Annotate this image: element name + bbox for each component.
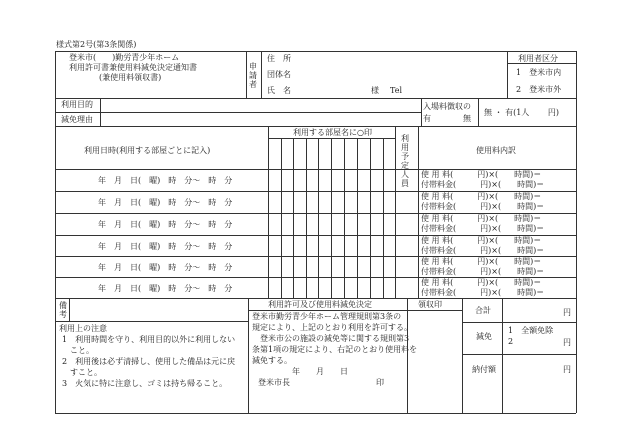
total-yen: 円 xyxy=(563,308,571,317)
admission-label-1: 入場料徴収の xyxy=(423,102,471,111)
user-category-option-1: 1 登米市内 xyxy=(516,68,562,77)
remarks-label-2: 考 xyxy=(59,310,67,319)
planned-users-label-5: 人 xyxy=(401,170,409,179)
user-category-option-2: 2 登米市外 xyxy=(516,85,562,94)
fee-line-2-row-4: 付帯料金( 円)×( 時間)＝ xyxy=(421,246,545,255)
name-label: 氏 名 xyxy=(267,86,291,95)
receipt-seal-label: 領収印 xyxy=(418,300,442,309)
fee-line-1-row-3: 使 用 料( 円)×( 時間)＝ xyxy=(421,214,542,223)
admission-value: 無 ・ 有(1人 円) xyxy=(484,108,559,117)
planned-users-label-4: 定 xyxy=(401,161,409,170)
notes-title: 利用上の注意 xyxy=(59,324,107,333)
fee-line-1-row-2: 使 用 料( 円)×( 時間)＝ xyxy=(421,192,542,201)
note-1-cont: こと。 xyxy=(62,346,94,355)
datetime-header: 利用日時(利用する部屋ごとに記入) xyxy=(84,146,211,155)
fee-line-2-row-3: 付帯料金( 円)×( 時間)＝ xyxy=(421,224,545,233)
approval-text-3: 登米市公の施設の減免等に関する規則第3 xyxy=(252,334,410,343)
mayor-label: 登米市長 xyxy=(258,378,290,387)
date-row-2: 年 月 日( 曜) 時 分～ 時 分 xyxy=(98,198,233,207)
paid-label: 納付額 xyxy=(472,365,496,374)
reduction-option-2: 2 xyxy=(508,337,514,346)
fee-line-2-row-6: 付帯料金( 円)×( 時間)＝ xyxy=(421,288,545,297)
planned-users-label-3: 予 xyxy=(401,152,409,161)
planned-users-label-2: 用 xyxy=(401,143,409,152)
note-2: 2 利用後は必ず清掃し、使用した備品は元に戻 xyxy=(62,357,236,366)
note-3: 3 火気に特に注意し、ゴミは持ち帰ること。 xyxy=(62,379,228,388)
fee-line-2-row-2: 付帯料金( 円)×( 時間)＝ xyxy=(421,202,545,211)
fee-line-2-row-1: 付帯料金( 円)×( 時間)＝ xyxy=(421,180,545,189)
planned-users-label-6: 員 xyxy=(401,179,409,188)
address-label: 住 所 xyxy=(267,54,291,63)
purpose-label: 利用目的 xyxy=(61,100,93,109)
rooms-header: 利用する部屋名に○印 xyxy=(293,128,372,137)
note-2-cont: すこと。 xyxy=(62,368,102,377)
date-row-1: 年 月 日( 曜) 時 分～ 時 分 xyxy=(98,176,233,185)
user-category-title: 利用者区分 xyxy=(518,54,558,63)
applicant-label-3: 者 xyxy=(249,80,257,89)
approval-text-5: 減免する。 xyxy=(252,356,292,365)
header-line2: 利用許可書兼使用料減免決定通知書 xyxy=(69,63,197,72)
paid-yen: 円 xyxy=(563,365,571,374)
approval-text-2: 規定により、上記のとおり利用を許可する。 xyxy=(252,323,412,332)
reduction-reason-label: 減免理由 xyxy=(61,115,93,124)
admission-label-2: 有 無 xyxy=(423,114,471,123)
date-row-5: 年 月 日( 曜) 時 分～ 時 分 xyxy=(98,263,233,272)
mayor-seal: 印 xyxy=(376,378,384,387)
note-1: 1 利用時間を守り、利用目的以外に利用しない xyxy=(62,335,236,344)
approval-text-4: 条第1項の規定により、右記のとおり使用料を xyxy=(252,345,418,354)
fee-line-1-row-4: 使 用 料( 円)×( 時間)＝ xyxy=(421,236,542,245)
header-line3: (兼使用料領収書) xyxy=(99,73,162,82)
fee-breakdown-header: 使用料内訳 xyxy=(476,146,516,155)
seal-label: 様 xyxy=(371,86,379,95)
tel-label: Tel xyxy=(390,86,403,95)
total-label: 合計 xyxy=(475,306,491,315)
approval-text-1: 登米市勤労青少年ホーム管理規則第3条の xyxy=(252,312,402,321)
reduction-label: 減免 xyxy=(476,332,492,341)
approval-title: 利用許可及び使用料減免決定 xyxy=(268,300,372,309)
reduction-option-1: 1 全額免除 xyxy=(508,326,554,335)
reduction-yen: 円 xyxy=(563,338,571,347)
fee-line-2-row-5: 付帯料金( 円)×( 時間)＝ xyxy=(421,267,545,276)
applicant-label-2: 請 xyxy=(249,71,257,80)
remarks-label-1: 備 xyxy=(59,301,67,310)
date-row-6: 年 月 日( 曜) 時 分～ 時 分 xyxy=(98,284,233,293)
fee-line-1-row-5: 使 用 料( 円)×( 時間)＝ xyxy=(421,257,542,266)
date-row-3: 年 月 日( 曜) 時 分～ 時 分 xyxy=(98,220,233,229)
date-row-4: 年 月 日( 曜) 時 分～ 時 分 xyxy=(98,242,233,251)
planned-users-label-1: 利 xyxy=(401,134,409,143)
organization-label: 団体名 xyxy=(267,70,291,79)
applicant-label-1: 申 xyxy=(249,62,257,71)
fee-line-1-row-6: 使 用 料( 円)×( 時間)＝ xyxy=(421,278,542,287)
form-number: 様式第2号(第3条関係) xyxy=(56,40,137,49)
header-line1: 登米市( )勤労青少年ホーム xyxy=(69,53,180,62)
fee-line-1-row-1: 使 用 料( 円)×( 時間)＝ xyxy=(421,170,542,179)
approval-date: 年 月 日 xyxy=(292,367,348,376)
